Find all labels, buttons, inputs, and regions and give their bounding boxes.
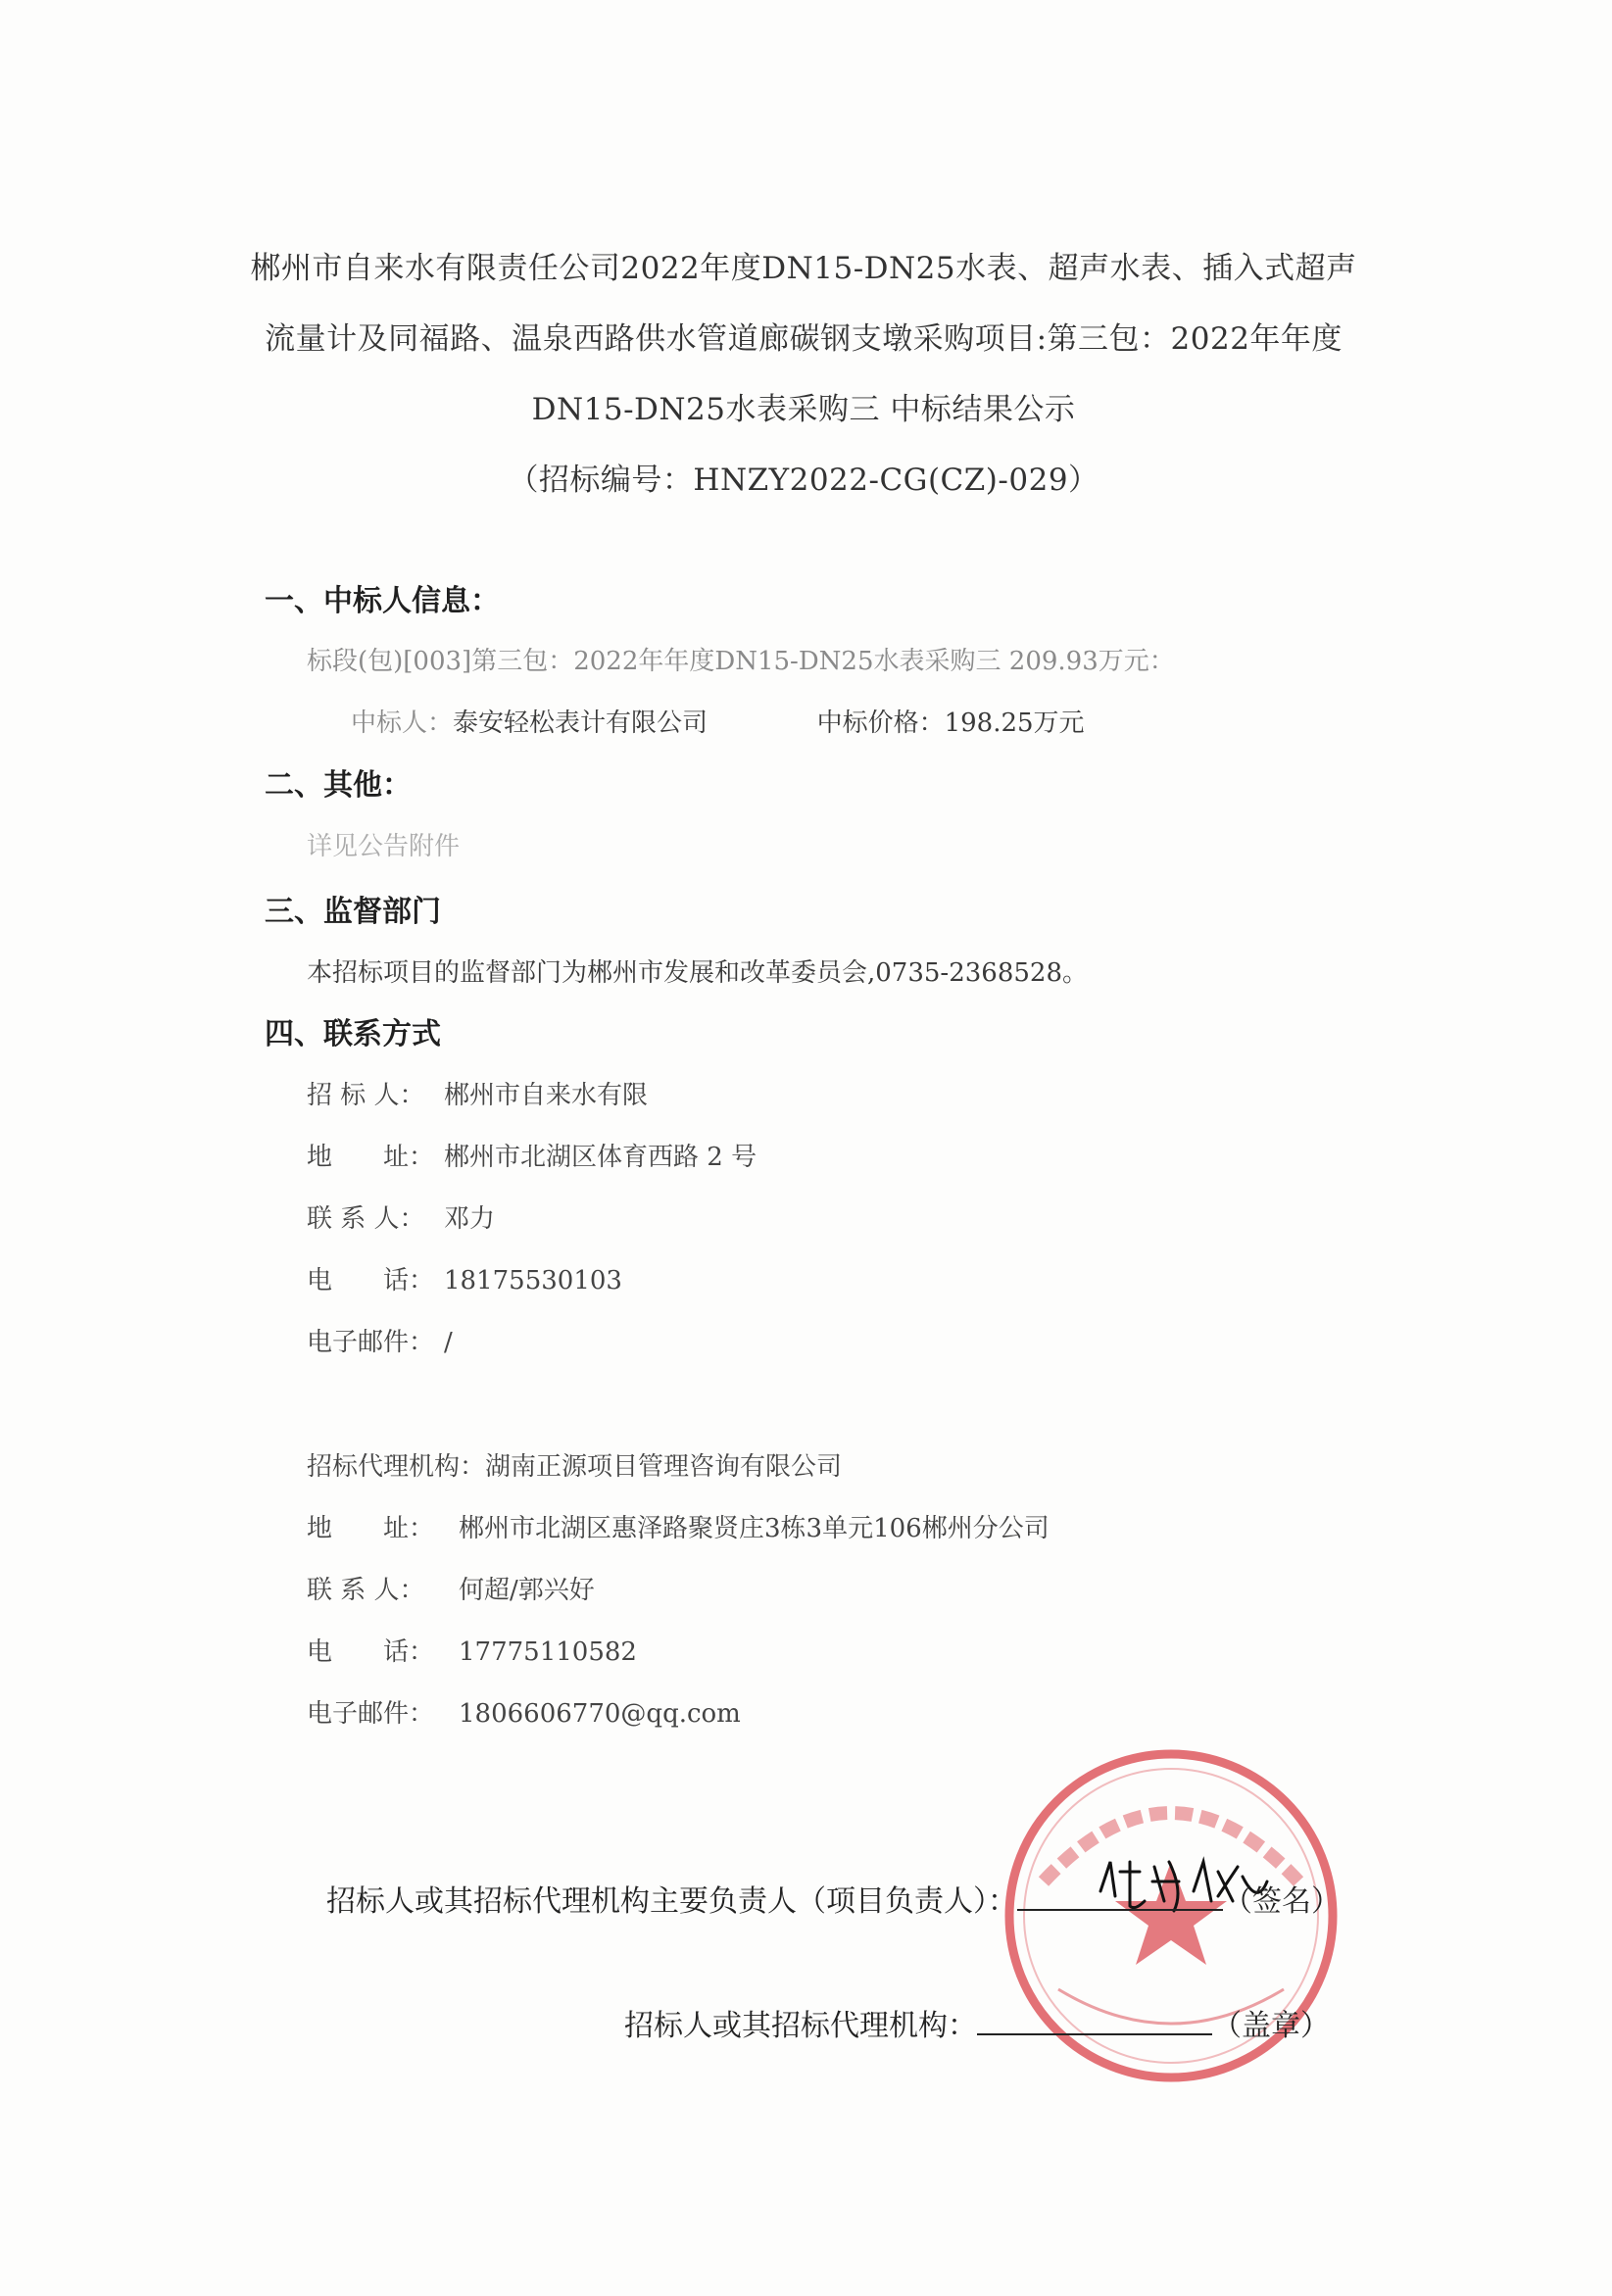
section-1-heading: 一、中标人信息： [265, 584, 500, 618]
title-line-3: DN15-DN25水表采购三 中标结果公示 [531, 392, 1076, 427]
seal-suffix: （盖章） [1212, 2009, 1330, 2043]
signature-suffix: （签名） [1223, 1884, 1341, 1919]
signature-prefix: 招标人或其招标代理机构主要负责人（项目负责人）： [326, 1884, 1017, 1919]
field-label: 招 标 人： [307, 1081, 425, 1110]
title-line-4: （招标编号：HNZY2022-CG(CZ)-029） [508, 463, 1099, 498]
winner-row [351, 703, 1085, 739]
price-label: 中标价格： [816, 708, 945, 738]
section-4-heading: 四、联系方式 [265, 1017, 441, 1051]
field-label: 联 系 人： [307, 1576, 425, 1605]
agency-email-row [307, 1693, 741, 1730]
seal-line [624, 2001, 1330, 2044]
agency-name-row [307, 1446, 842, 1483]
title-line-2: 流量计及同福路、温泉西路供水管道廊碳钢支墩采购项目:第三包：2022年年度 [265, 321, 1343, 357]
tenderer-contact-row [307, 1198, 495, 1235]
section-2-heading: 二、其他： [265, 768, 412, 803]
document-title [225, 233, 1382, 515]
field-value: / [444, 1328, 453, 1357]
tenderer-address-row [307, 1137, 757, 1173]
field-value: 18175530103 [444, 1266, 622, 1295]
price-value: 198.25万元 [944, 708, 1085, 738]
field-value: 郴州市自来水有限 [444, 1081, 649, 1110]
field-value: 郴州市北湖区惠泽路聚贤庄3栋3单元106郴州分公司 [459, 1514, 1050, 1543]
field-value: 1806606770@qq.com [459, 1699, 741, 1729]
agency-phone-row [307, 1632, 637, 1668]
winner-name: 泰安轻松表计有限公司 [453, 708, 708, 738]
field-label: 地 址： [307, 1143, 435, 1172]
tenderer-email-row [307, 1322, 453, 1358]
tenderer-name-row [307, 1075, 648, 1111]
section-3-heading: 三、监督部门 [265, 895, 441, 929]
field-label: 地 址： [307, 1514, 435, 1543]
title-line-1: 郴州市自来水有限责任公司2022年度DN15-DN25水表、超声水表、插入式超声 [250, 251, 1357, 286]
field-label: 电 话： [307, 1637, 435, 1667]
other-text: 详见公告附件 [307, 832, 461, 861]
seal-blank[interactable] [977, 2033, 1212, 2035]
signature-blank[interactable] [1017, 1909, 1223, 1911]
field-value: 湖南正源项目管理咨询有限公司 [485, 1452, 843, 1482]
field-value: 郴州市北湖区体育西路 2 号 [444, 1143, 757, 1172]
field-value: 邓力 [444, 1204, 496, 1234]
agency-contact-row [307, 1570, 595, 1606]
agency-address-row [307, 1508, 1050, 1544]
supervision-text: 本招标项目的监督部门为郴州市发展和改革委员会,0735-2368528。 [307, 958, 1089, 988]
winner-label: 中标人： [351, 708, 454, 738]
field-label: 电 话： [307, 1266, 435, 1295]
field-value: 何超/郭兴好 [459, 1576, 595, 1605]
tenderer-phone-row [307, 1260, 622, 1296]
signature-line [326, 1877, 1341, 1920]
field-label: 电子邮件： [307, 1699, 435, 1729]
field-label: 招标代理机构： [307, 1452, 486, 1482]
field-label: 电子邮件： [307, 1328, 435, 1357]
field-label: 联 系 人： [307, 1204, 425, 1234]
seal-prefix: 招标人或其招标代理机构： [624, 2009, 977, 2043]
lot-info: 标段(包)[003]第三包：2022年年度DN15-DN25水表采购三 209.93万元： [307, 647, 1175, 676]
field-value: 17775110582 [459, 1637, 637, 1667]
